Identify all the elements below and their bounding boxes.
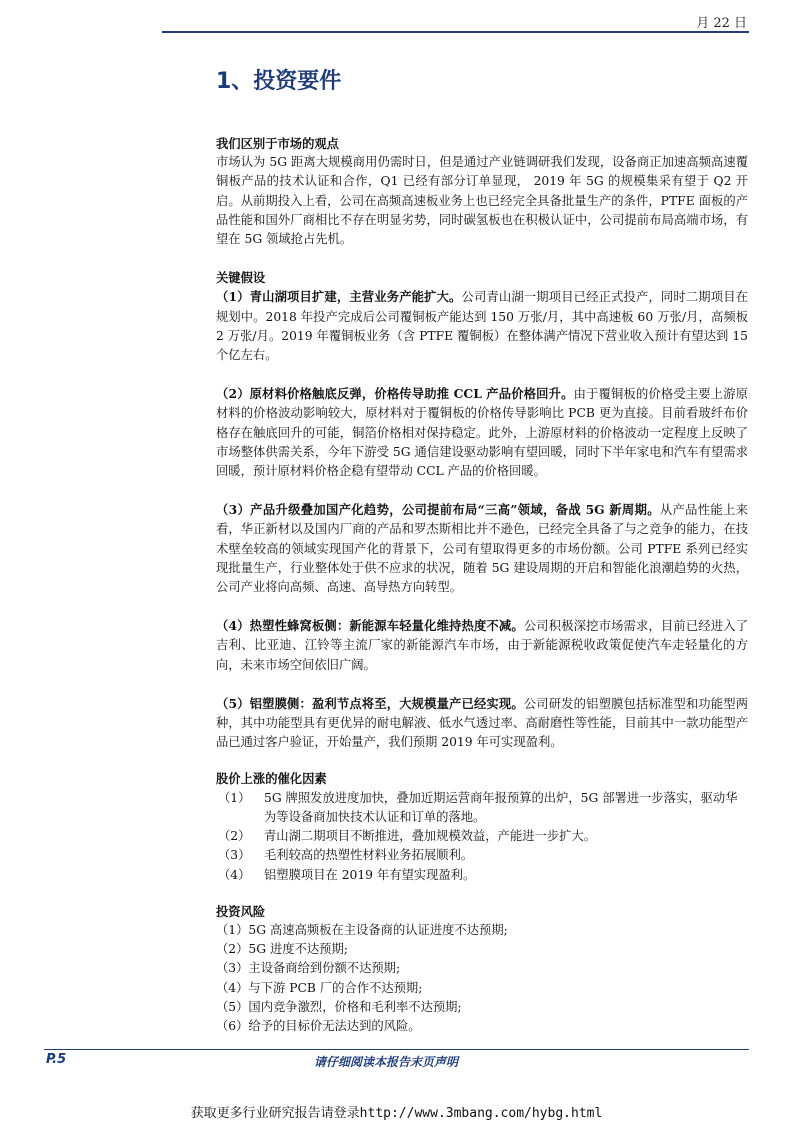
assumption-paragraph xyxy=(216,616,748,675)
catalyst-item xyxy=(216,866,748,885)
assumption-body: 公司青山湖一期项目已经正式投产，同时二期项目在规划中。2018 年投产完成后公司覆铜板产能达到 150 万张/月，其中高速板 60 万张/月，高频板 2 万张/月。2019 年覆铜板业务（含 PTFE 覆铜板）在整体满产情况下营业收入预计有望达到 15 个亿左右。 xyxy=(216,290,748,363)
risk-item: （2）5G 进度不达预期; xyxy=(216,942,348,957)
catalyst-item xyxy=(216,846,748,865)
assumption-lead: （2）原材料价格触底反弹，价格传导助推 CCL 产品价格回升。 xyxy=(216,386,574,402)
assumptions-heading: 关键假设 xyxy=(216,270,266,286)
risk-item: （1）5G 高速高频板在主设备商的认证进度不达预期; xyxy=(216,922,508,937)
risk-item: （6）给予的目标价无法达到的风险。 xyxy=(216,1018,421,1033)
header-date: 月 22 日 xyxy=(696,16,747,31)
catalysts-heading: 股价上涨的催化因素 xyxy=(216,771,327,787)
catalyst-text: 毛利较高的热塑性材料业务拓展顺利。 xyxy=(264,848,474,863)
section-title: 1、投资要件 xyxy=(216,69,342,94)
page-number: P.5 xyxy=(46,1052,67,1067)
catalyst-item xyxy=(216,827,748,846)
catalyst-text: 铝塑膜项目在 2019 年有望实现盈利。 xyxy=(264,867,476,882)
catalyst-number: （4） xyxy=(218,867,251,882)
assumption-paragraph xyxy=(216,500,748,597)
risks-heading: 投资风险 xyxy=(216,903,266,919)
view-paragraph: 市场认为 5G 距离大规模商用仍需时日，但是通过产业链调研我们发现，设备商正加速高频高速覆铜板产品的技术认证和合作，Q1 已经有部分订单显现， 2019 年 5G 的规模集采有望于 Q2 开启。从前期投入上看，公司在高频高速板业务上也已经完全具备批量生产的条件，PTFE 面板的产品性能和国外厂商相比不存在明显劣势，同时碳氢板也在积极认证中，公司提前布局高端市场，有望在 5G 领域抢占先机。 xyxy=(216,155,748,247)
assumption-body: 公司研发的铝塑膜包括标准型和功能型两种，其中功能型具有更优异的耐电解液、低水气透过率、高耐磨性等性能，目前其中一款功能型产品已通过客户验证，开始量产，我们预期 2019 年可实现盈利。 xyxy=(216,696,748,750)
catalyst-text: 青山湖二期项目不断推进，叠加规模效益，产能进一步扩大。 xyxy=(264,829,597,844)
footer-disclaimer: 请仔细阅读本报告末页声明 xyxy=(314,1055,459,1069)
assumption-lead: （4）热塑性蜂窝板侧：新能源车轻量化维持热度不减。 xyxy=(216,618,524,634)
header-rule xyxy=(162,31,749,33)
catalyst-number: （2） xyxy=(218,829,251,844)
assumption-paragraph xyxy=(216,287,748,365)
risk-item: （5）国内竞争激烈，价格和毛利率不达预期; xyxy=(216,999,462,1014)
catalyst-number: （3） xyxy=(218,848,251,863)
assumption-body: 由于覆铜板的价格受主要上游原材料的价格波动影响较大，原材料对于覆铜板的价格传导影响比 PCB 更为直接。目前看玻纤布价格存在触底回升的可能，铜箔价格相对保持稳定。此外，上游原材料的价格波动一定程度上反映了市场整体供需关系，今年下游受 5G 通信建设驱动影响有望回暖，同时下半年家电和汽车有望需求回暖，预计原材料价格企稳有望带动 CCL 产品的价格回暖。 xyxy=(216,387,748,479)
catalyst-number: （1） xyxy=(218,790,251,805)
assumption-body: 公司积极深挖市场需求，目前已经进入了吉利、比亚迪、江铃等主流厂家的新能源汽车市场，由于新能源税收政策促使汽车走轻量化的方向，未来市场空间依旧广阔。 xyxy=(216,619,748,672)
catalyst-text: 5G 牌照发放进度加快，叠加近期运营商年报预算的出炉，5G 部署进一步落实，驱动华为等设备商加快技术认证和订单的落地。 xyxy=(264,790,738,824)
report-body xyxy=(216,134,748,1036)
assumption-lead: （3）产品升级叠加国产化趋势，公司提前布局“三高”领域，备战 5G 新周期。 xyxy=(216,502,660,518)
assumption-lead: （1）青山湖项目扩建，主营业务产能扩大。 xyxy=(216,289,462,305)
risk-item: （3）主设备商给到份额不达预期; xyxy=(216,961,401,976)
assumption-paragraph xyxy=(216,384,748,481)
assumption-body: 从产品性能上来看，华正新材以及国内厂商的产品和罗杰斯相比并不逊色，已经完全具备了与之竞争的能力，在技术壁垒较高的领域实现国产化的背景下，公司有望取得更多的市场份额。公司 PTFE 系列已经实现批量生产，行业整体处于供不应求的状况，随着 5G 建设周期的开启和智能化浪潮趋势的火热，公司产业将向高频、高速、高导热方向转型。 xyxy=(216,503,748,595)
assumption-paragraph xyxy=(216,694,748,753)
watermark-text: 获取更多行业研究报告请登录http://www.3mbang.com/hybg.html xyxy=(190,1106,603,1121)
catalyst-item xyxy=(216,789,748,827)
risk-item: （4）与下游 PCB 厂的合作不达预期; xyxy=(216,980,423,995)
assumption-lead: （5）铝塑膜侧：盈利节点将至，大规模量产已经实现。 xyxy=(216,695,524,711)
footer-rule xyxy=(44,1049,749,1050)
view-heading: 我们区别于市场的观点 xyxy=(216,136,339,151)
